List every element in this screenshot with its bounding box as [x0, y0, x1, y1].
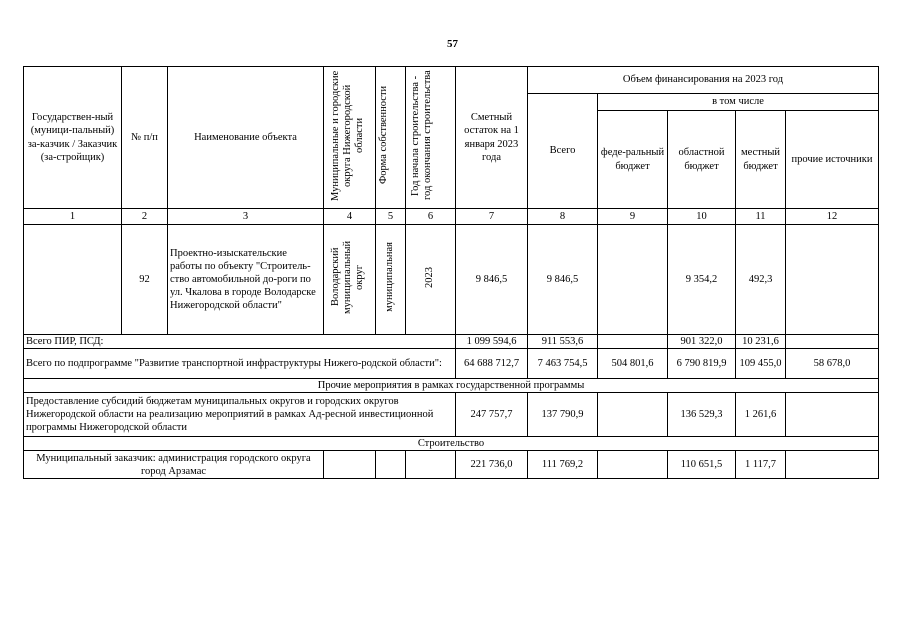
- row92-name: Проектно-изыскательские работы по объекту "Строитель-ство автомобильной до-роги по ул. Чкалова в городе Володарске Нижегородской области": [168, 225, 324, 335]
- header-customer: Государствен-ный (муници-пальный) за-казчик / Заказчик (за-стройщик): [24, 67, 122, 209]
- total-subprogram-local: 109 455,0: [736, 349, 786, 379]
- section-row: [24, 379, 879, 393]
- subsidies-federal: [598, 393, 668, 437]
- header-financing: Объем финансирования на 2023 год: [528, 67, 879, 94]
- column-numbers-row: [24, 209, 879, 225]
- row92-municipality: [324, 225, 376, 335]
- total-subprogram-estimate: 64 688 712,7: [456, 349, 528, 379]
- row92-customer: [24, 225, 122, 335]
- total-pir-total: 911 553,6: [528, 335, 598, 349]
- header-other: прочие источники: [786, 111, 879, 209]
- arzamas-municipality: [324, 451, 376, 479]
- arzamas-year: [406, 451, 456, 479]
- arzamas-federal: [598, 451, 668, 479]
- header-ownership-text: Форма собственности: [378, 86, 389, 185]
- section-row: [24, 437, 879, 451]
- page-number: 57: [447, 38, 458, 50]
- table-row: [24, 451, 879, 479]
- subsidies-total: 137 790,9: [528, 393, 598, 437]
- col-num: 2: [122, 209, 168, 225]
- col-num: 7: [456, 209, 528, 225]
- row92-no: 92: [122, 225, 168, 335]
- col-num: 12: [786, 209, 879, 225]
- header-including: в том числе: [598, 94, 879, 111]
- subsidies-local: 1 261,6: [736, 393, 786, 437]
- row92-ownership: [376, 225, 406, 335]
- header-years-text: Год начала строительства - год окончания строительства: [409, 70, 433, 201]
- financing-table: [23, 66, 879, 479]
- col-num: 9: [598, 209, 668, 225]
- arzamas-local: 1 117,7: [736, 451, 786, 479]
- col-num: 3: [168, 209, 324, 225]
- total-pir-local: 10 231,6: [736, 335, 786, 349]
- col-num: 5: [376, 209, 406, 225]
- section-construction-title: Строительство: [24, 437, 879, 451]
- header-municipality: [324, 67, 376, 209]
- header-estimate-balance: Сметный остаток на 1 января 2023 года: [456, 67, 528, 209]
- total-pir-federal: [598, 335, 668, 349]
- total-pir-label: Всего ПИР, ПСД:: [24, 335, 456, 349]
- row92-total: 9 846,5: [528, 225, 598, 335]
- header-municipality-text: Муниципальные и городские округа Нижегородской области: [329, 70, 365, 201]
- arzamas-label: Муниципальный заказчик: администрация городского округа город Арзамас: [24, 451, 324, 479]
- total-pir-other: [786, 335, 879, 349]
- col-num: 11: [736, 209, 786, 225]
- table-row: [24, 349, 879, 379]
- header-years: [406, 67, 456, 209]
- total-pir-estimate: 1 099 594,6: [456, 335, 528, 349]
- arzamas-estimate: 221 736,0: [456, 451, 528, 479]
- table-row: [24, 335, 879, 349]
- subsidies-regional: 136 529,3: [668, 393, 736, 437]
- total-subprogram-regional: 6 790 819,9: [668, 349, 736, 379]
- row92-municipality-text: Володарский муниципальный округ: [329, 240, 365, 314]
- row92-year-text: 2023: [424, 266, 436, 288]
- header-row-1: [24, 67, 879, 94]
- row92-ownership-text: муниципальная: [384, 242, 396, 313]
- row92-estimate: 9 846,5: [456, 225, 528, 335]
- header-total: Всего: [528, 94, 598, 209]
- arzamas-ownership: [376, 451, 406, 479]
- row92-federal: [598, 225, 668, 335]
- table-row: [24, 225, 879, 335]
- header-object-name: Наименование объекта: [168, 67, 324, 209]
- arzamas-other: [786, 451, 879, 479]
- arzamas-regional: 110 651,5: [668, 451, 736, 479]
- header-no: № п/п: [122, 67, 168, 209]
- col-num: 10: [668, 209, 736, 225]
- col-num: 6: [406, 209, 456, 225]
- header-ownership: [376, 67, 406, 209]
- col-num: 8: [528, 209, 598, 225]
- subsidies-label: Предоставление субсидий бюджетам муниципальных округов и городских округов Нижегородской области на реализацию мероприятий в рамках Ад-ресной инвестиционной программы Нижегородской области: [24, 393, 456, 437]
- total-subprogram-total: 7 463 754,5: [528, 349, 598, 379]
- header-regional: областной бюджет: [668, 111, 736, 209]
- row92-regional: 9 354,2: [668, 225, 736, 335]
- row92-year: [406, 225, 456, 335]
- table-row: [24, 393, 879, 437]
- total-subprogram-federal: 504 801,6: [598, 349, 668, 379]
- arzamas-total: 111 769,2: [528, 451, 598, 479]
- section-other-title: Прочие мероприятия в рамках государственной программы: [24, 379, 879, 393]
- total-pir-regional: 901 322,0: [668, 335, 736, 349]
- total-subprogram-other: 58 678,0: [786, 349, 879, 379]
- col-num: 4: [324, 209, 376, 225]
- row92-local: 492,3: [736, 225, 786, 335]
- header-federal: феде-ральный бюджет: [598, 111, 668, 209]
- row92-other: [786, 225, 879, 335]
- header-local: местный бюджет: [736, 111, 786, 209]
- col-num: 1: [24, 209, 122, 225]
- subsidies-estimate: 247 757,7: [456, 393, 528, 437]
- total-subprogram-label: Всего по подпрограмме "Развитие транспортной инфраструктуры Нижего-родской области":: [24, 349, 456, 379]
- subsidies-other: [786, 393, 879, 437]
